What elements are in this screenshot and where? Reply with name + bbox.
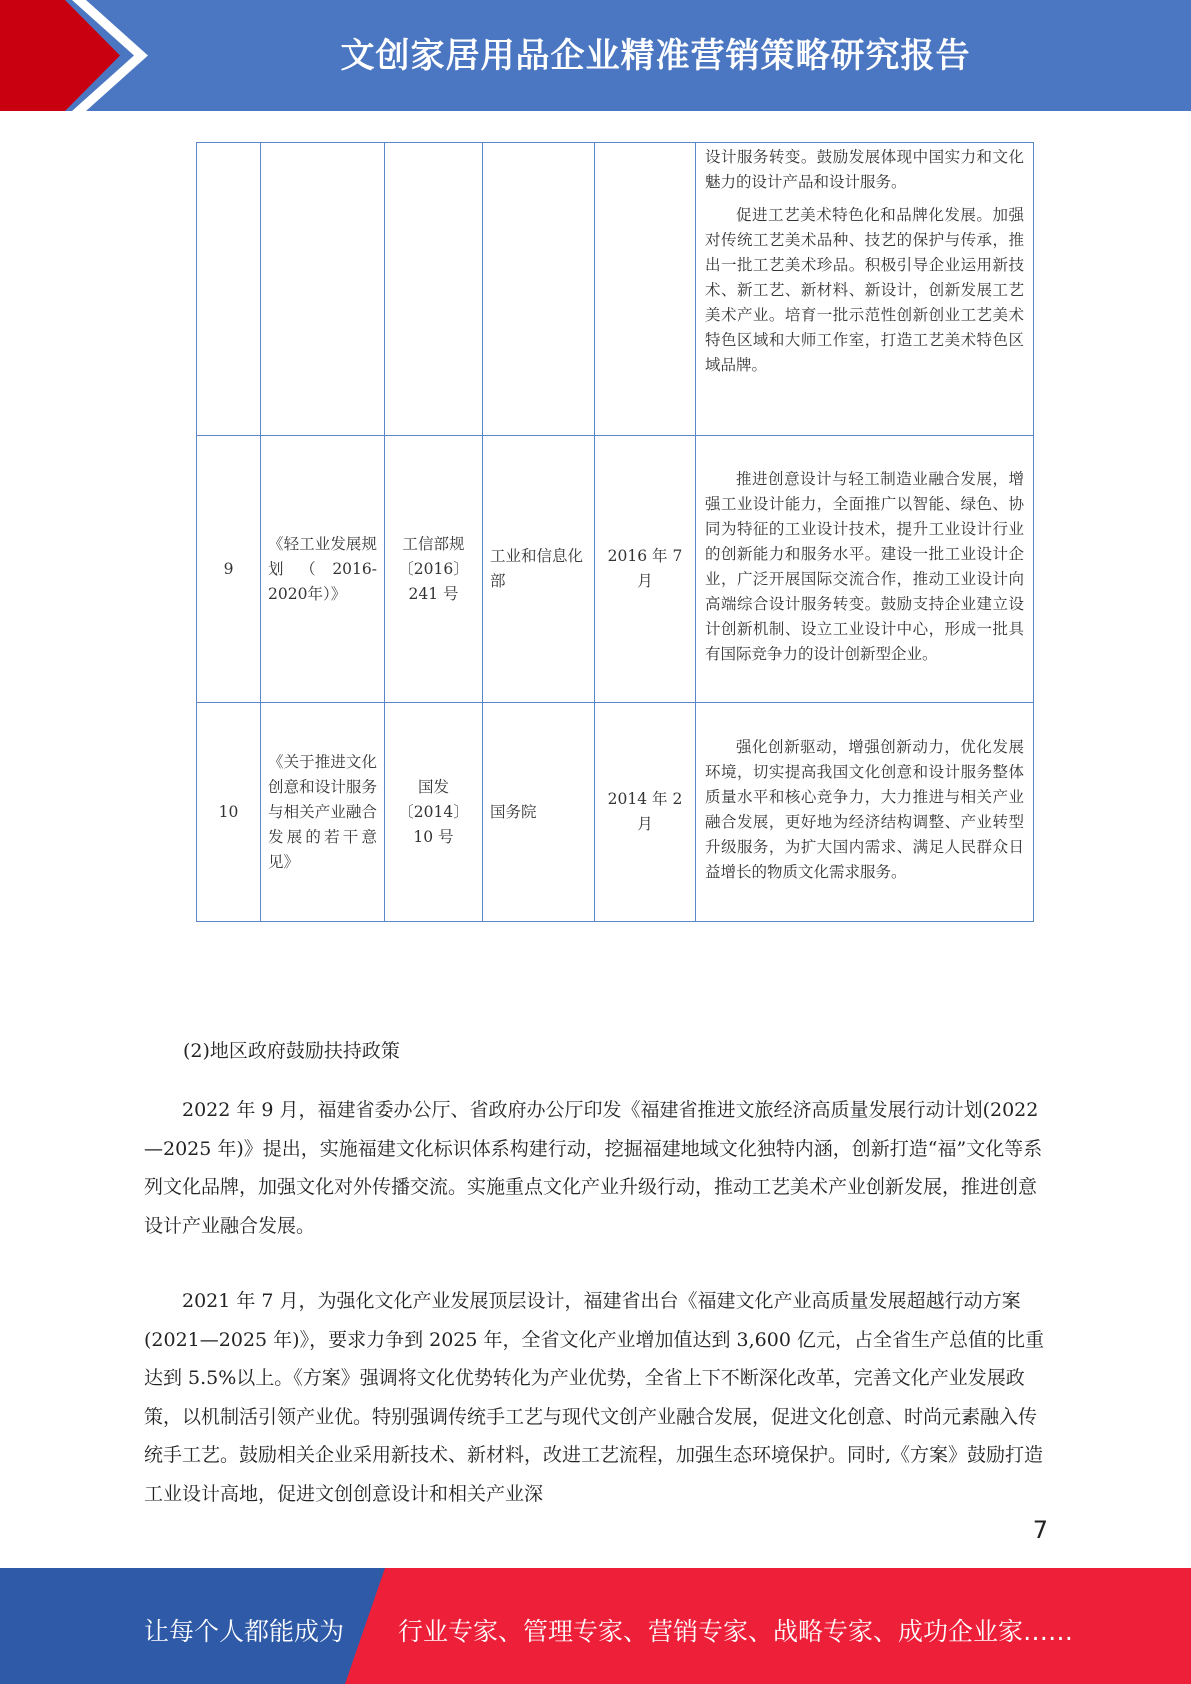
issuing-body: 国务院	[483, 703, 595, 922]
issue-date: 2016 年 7 月	[595, 436, 696, 703]
policy-content	[696, 436, 1034, 703]
content-paragraph: 促进工艺美术特色化和品牌化发展。加强对传统工艺美术品种、技艺的保护与传承，推出一批工艺美术珍品。积极引导企业运用新技术、新工艺、新材料、新设计，创新发展工艺美术产业。培育一批示范性创新创业工艺美术特色区域和大师工作室，打造工艺美术特色区域品牌。	[705, 206, 1024, 374]
table-row	[197, 143, 1034, 436]
row-number: 9	[197, 436, 261, 703]
policy-content	[696, 703, 1034, 922]
header-arrow-decoration	[0, 0, 150, 111]
row-number: 10	[197, 703, 261, 922]
content-paragraph: 推进创意设计与轻工制造业融合发展，增强工业设计能力，全面推广以智能、绿色、协同为特征的工业设计技术，提升工业设计行业的创新能力和服务水平。建设一批工业设计企业，广泛开展国际交流合作，推动工业设计向高端综合设计服务转变。鼓励支持企业建立设计创新机制、设立工业设计中心，形成一批具有国际竞争力的设计创新型企业。	[705, 470, 1024, 663]
page-header	[0, 0, 1191, 111]
document-number	[385, 143, 483, 436]
content-paragraph: 强化创新驱动，增强创新动力，优化发展环境，切实提高我国文化创意和设计服务整体质量水平和核心竞争力，大力推进与相关产业融合发展，更好地为经济结构调整、产业转型升级服务，为扩大国内需求、满足人民群众日益增长的物质文化需求服务。	[705, 738, 1024, 881]
footer-slogan-right: 行业专家、管理专家、营销专家、战略专家、成功企业家……	[398, 1617, 1074, 1646]
body-paragraph: 2022 年 9 月，福建省委办公厅、省政府办公厅印发《福建省推进文旅经济高质量发展行动计划(2022—2025 年)》提出，实施福建文化标识体系构建行动，挖掘福建地域文化独特内涵，创新打造“福”文化等系列文化品牌，加强文化对外传播交流。实施重点文化产业升级行动，推动工艺美术产业创新发展，推进创意设计产业融合发展。	[144, 1099, 1043, 1237]
issue-date	[595, 143, 696, 436]
row-number	[197, 143, 261, 436]
document-number: 国发〔2014〕10 号	[385, 703, 483, 922]
issue-date: 2014 年 2 月	[595, 703, 696, 922]
section-heading: (2)地区政府鼓励扶持政策	[183, 1040, 400, 1062]
page-number: 7	[1032, 1516, 1048, 1544]
table-row	[197, 703, 1034, 922]
policy-name: 《关于推进文化创意和设计服务与相关产业融合发展的若干意见》	[261, 703, 385, 922]
policy-content	[696, 143, 1034, 436]
body-paragraph: 2021 年 7 月，为强化文化产业发展顶层设计，福建省出台《福建文化产业高质量发展超越行动方案(2021—2025 年)》，要求力争到 2025 年，全省文化产业增加值达到 3,600 亿元，占全省生产总值的比重达到 5.5%以上。《方案》强调将文化优势转化为产业优势，全省上下不断深化改革，完善文化产业发展政策，以机制活引领产业优。特别强调传统手工艺与现代文创产业融合发展，促进文化创意、时尚元素融入传统手工艺。鼓励相关企业采用新技术、新材料，改进工艺流程，加强生态环境保护。同时,《方案》鼓励打造工业设计高地，促进文创创意设计和相关产业深	[144, 1290, 1044, 1505]
issuing-body	[483, 143, 595, 436]
content-paragraph: 设计服务转变。鼓励发展体现中国实力和文化魅力的设计产品和设计服务。	[705, 148, 1024, 191]
issuing-body: 工业和信息化部	[483, 436, 595, 703]
document-number: 工信部规〔2016〕241 号	[385, 436, 483, 703]
policy-name	[261, 143, 385, 436]
footer-slogan-left: 让每个人都能成为	[144, 1617, 345, 1646]
policy-name: 《轻工业发展规划（2016-2020年）》	[261, 436, 385, 703]
page-footer	[0, 1568, 1191, 1684]
report-title: 文创家居用品企业精准营销策略研究报告	[340, 36, 971, 76]
table-row	[197, 436, 1034, 703]
policy-table	[196, 142, 1034, 922]
